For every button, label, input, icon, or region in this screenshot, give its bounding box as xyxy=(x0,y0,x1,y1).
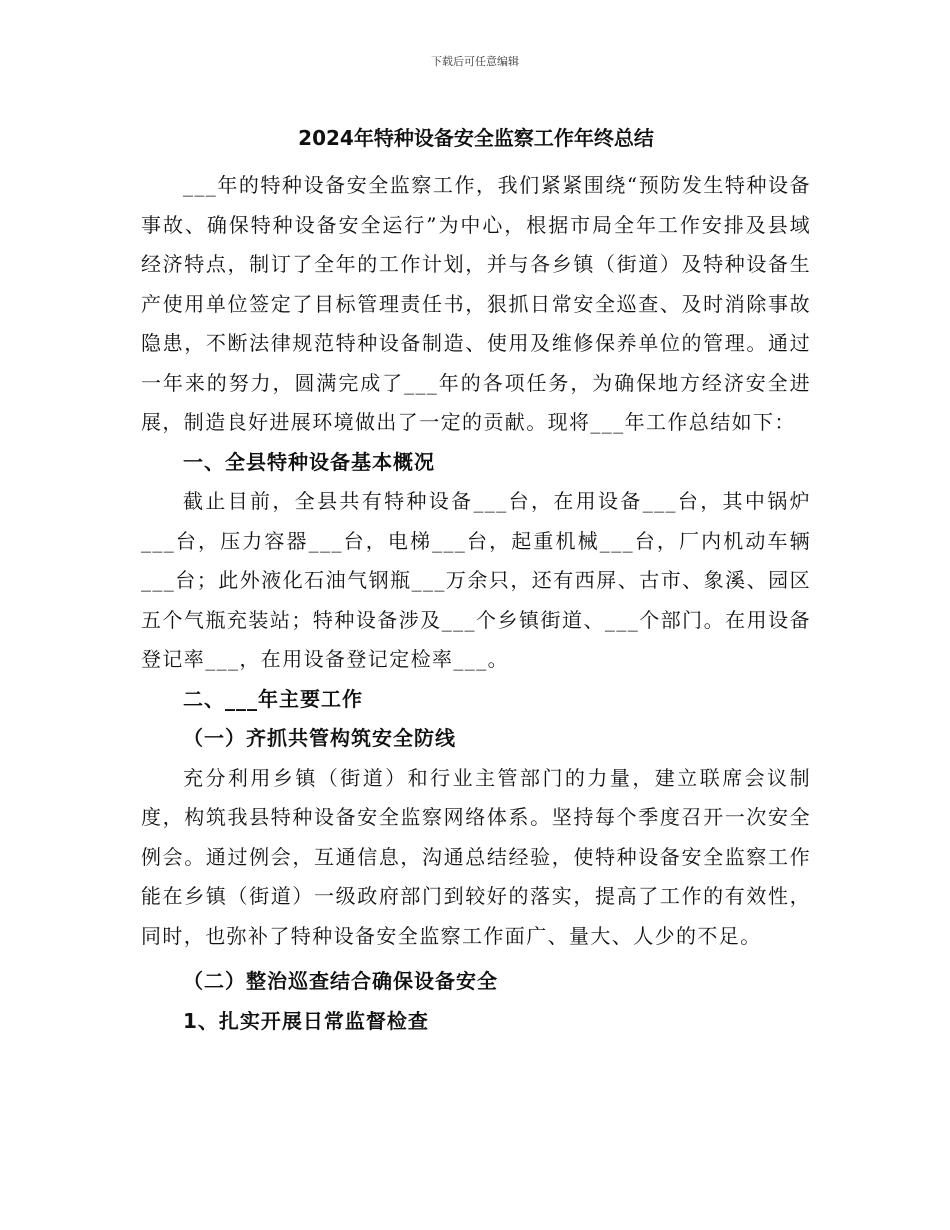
section-1-heading: 一、全县特种设备基本概况 xyxy=(183,449,435,474)
section-1-paragraph: 截止目前，全县共有特种设备___台，在用设备___台，其中锅炉___台，压力容器___台，电梯___台，起重机械___台，厂内机动车辆___台；此外液化石油气钢瓶___万余只，还有西屏、古市、象溪、园区五个气瓶充装站；特种设备涉及___个乡镇街道、___个部门。在用设备登记率___，在用设备登记定检率___。 xyxy=(141,489,811,671)
header-note: 下载后可任意编辑 xyxy=(431,55,519,68)
intro-paragraph: ___年的特种设备安全监察工作，我们紧紧围绕“预防发生特种设备事故、确保特种设备安全运行”为中心，根据市局全年工作安排及县域经济特点，制订了全年的工作计划，并与各乡镇（街道）及特种设备生产使用单位签定了目标管理责任书，狠抓日常安全巡查、及时消除事故隐患，不断法律规范特种设备制造、使用及维修保养单位的管理。通过一年来的努力，圆满完成了___年的各项任务，为确保地方经济安全进展，制造良好进展环境做出了一定的贡献。现将___年工作总结如下： xyxy=(141,173,811,434)
subsection-1-heading: （一）齐抓共管构筑安全防线 xyxy=(183,726,456,750)
subsection-2-heading: （二）整治巡查结合确保设备安全 xyxy=(183,969,498,993)
section-2-heading: 二、___年主要工作 xyxy=(183,686,363,711)
document-title: 2024年特种设备安全监察工作年终总结 xyxy=(298,126,654,150)
document-body xyxy=(141,120,811,1041)
subsection-1-paragraph: 充分利用乡镇（街道）和行业主管部门的力量，建立联席会议制度，构筑我县特种设备安全监察网络体系。坚持每个季度召开一次安全例会。通过例会，互通信息，沟通总结经验，使特种设备安全监察工作能在乡镇（街道）一级政府部门到较好的落实，提高了工作的有效性，同时，也弥补了特种设备安全监察工作面广、量大、人少的不足。 xyxy=(141,765,811,948)
item-1-heading: 1、扎实开展日常监督检查 xyxy=(183,1008,429,1033)
